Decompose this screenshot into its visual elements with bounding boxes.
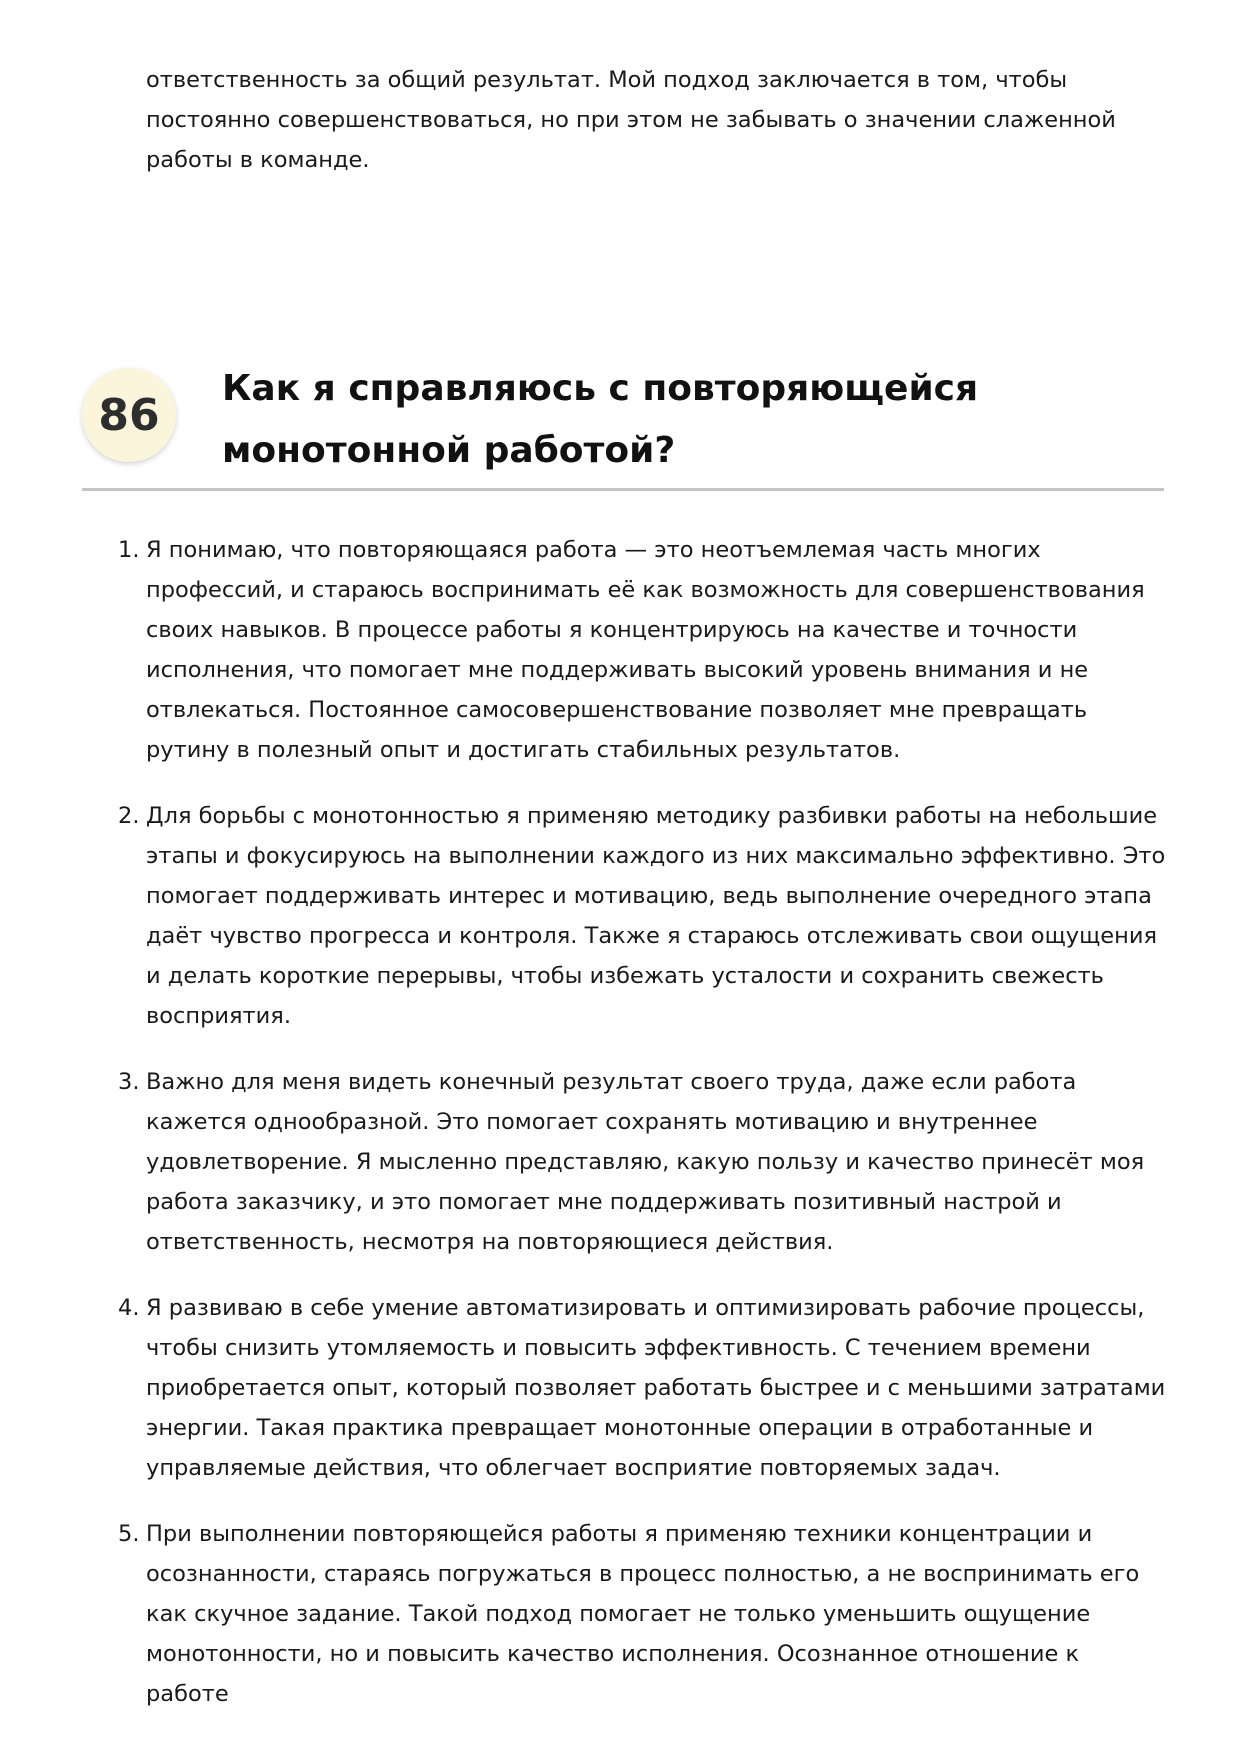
section-number-badge: 86 xyxy=(82,368,176,462)
answer-text: Важно для меня видеть конечный результат своего труда, даже если работа кажется однообразной. Это помогает сохранять мотивацию и внутреннее удовлетворение. Я мысленно представляю, какую пользу и качество принесёт моя работа заказчику, и это помогает мне поддерживать позитивный настрой и ответственность, несмотря на повторяющиеся действия. xyxy=(146,1069,1145,1255)
answer-text: Я развиваю в себе умение автоматизировать и оптимизировать рабочие процессы, чтобы снизить утомляемость и повысить эффективность. С течением времени приобретается опыт, который позволяет работать быстрее и с меньшими затратами энергии. Такая практика превращает монотонные операции в отработанные и управляемые действия, что облегчает восприятие повторяемых задач. xyxy=(146,1295,1166,1481)
answer-number: 2. xyxy=(118,803,140,829)
answer-item xyxy=(118,1062,1168,1262)
answer-item xyxy=(118,796,1168,1036)
answer-list xyxy=(118,530,1168,1740)
answer-number: 1. xyxy=(118,537,140,563)
section-title: Как я справляюсь с повторяющейся монотонной работой? xyxy=(222,368,979,471)
answer-text: При выполнении повторяющейся работы я применяю техники концентрации и осознанности, стараясь погружаться в процесс полностью, а не воспринимать его как скучное задание. Такой подход помогает не только уменьшить ощущение монотонности, но и повысить качество исполнения. Осознанное отношение к работе xyxy=(146,1521,1140,1707)
answer-number: 5. xyxy=(118,1521,140,1547)
answer-item xyxy=(118,530,1168,770)
intro-paragraph: ответственность за общий результат. Мой подход заключается в том, чтобы постоянно совершенствоваться, но при этом не забывать о значении слаженной работы в команде. xyxy=(146,67,1116,173)
answer-item xyxy=(118,1288,1168,1488)
answer-text: Для борьбы с монотонностью я применяю методику разбивки работы на небольшие этапы и фокусируюсь на выполнении каждого из них максимально эффективно. Это помогает поддерживать интерес и мотивацию, ведь выполнение очередного этапа даёт чувство прогресса и контроля. Также я стараюсь отслеживать свои ощущения и делать короткие перерывы, чтобы избежать усталости и сохранить свежесть восприятия. xyxy=(146,803,1166,1029)
answer-number: 3. xyxy=(118,1069,140,1095)
answer-item xyxy=(118,1514,1168,1714)
answer-number: 4. xyxy=(118,1295,140,1321)
section-header xyxy=(82,356,1164,491)
answer-text: Я понимаю, что повторяющаяся работа — это неотъемлемая часть многих профессий, и стараюсь воспринимать её как возможность для совершенствования своих навыков. В процессе работы я концентрируюсь на качестве и точности исполнения, что помогает мне поддерживать высокий уровень внимания и не отвлекаться. Постоянное самосовершенствование позволяет мне превращать рутину в полезный опыт и достигать стабильных результатов. xyxy=(146,537,1145,763)
